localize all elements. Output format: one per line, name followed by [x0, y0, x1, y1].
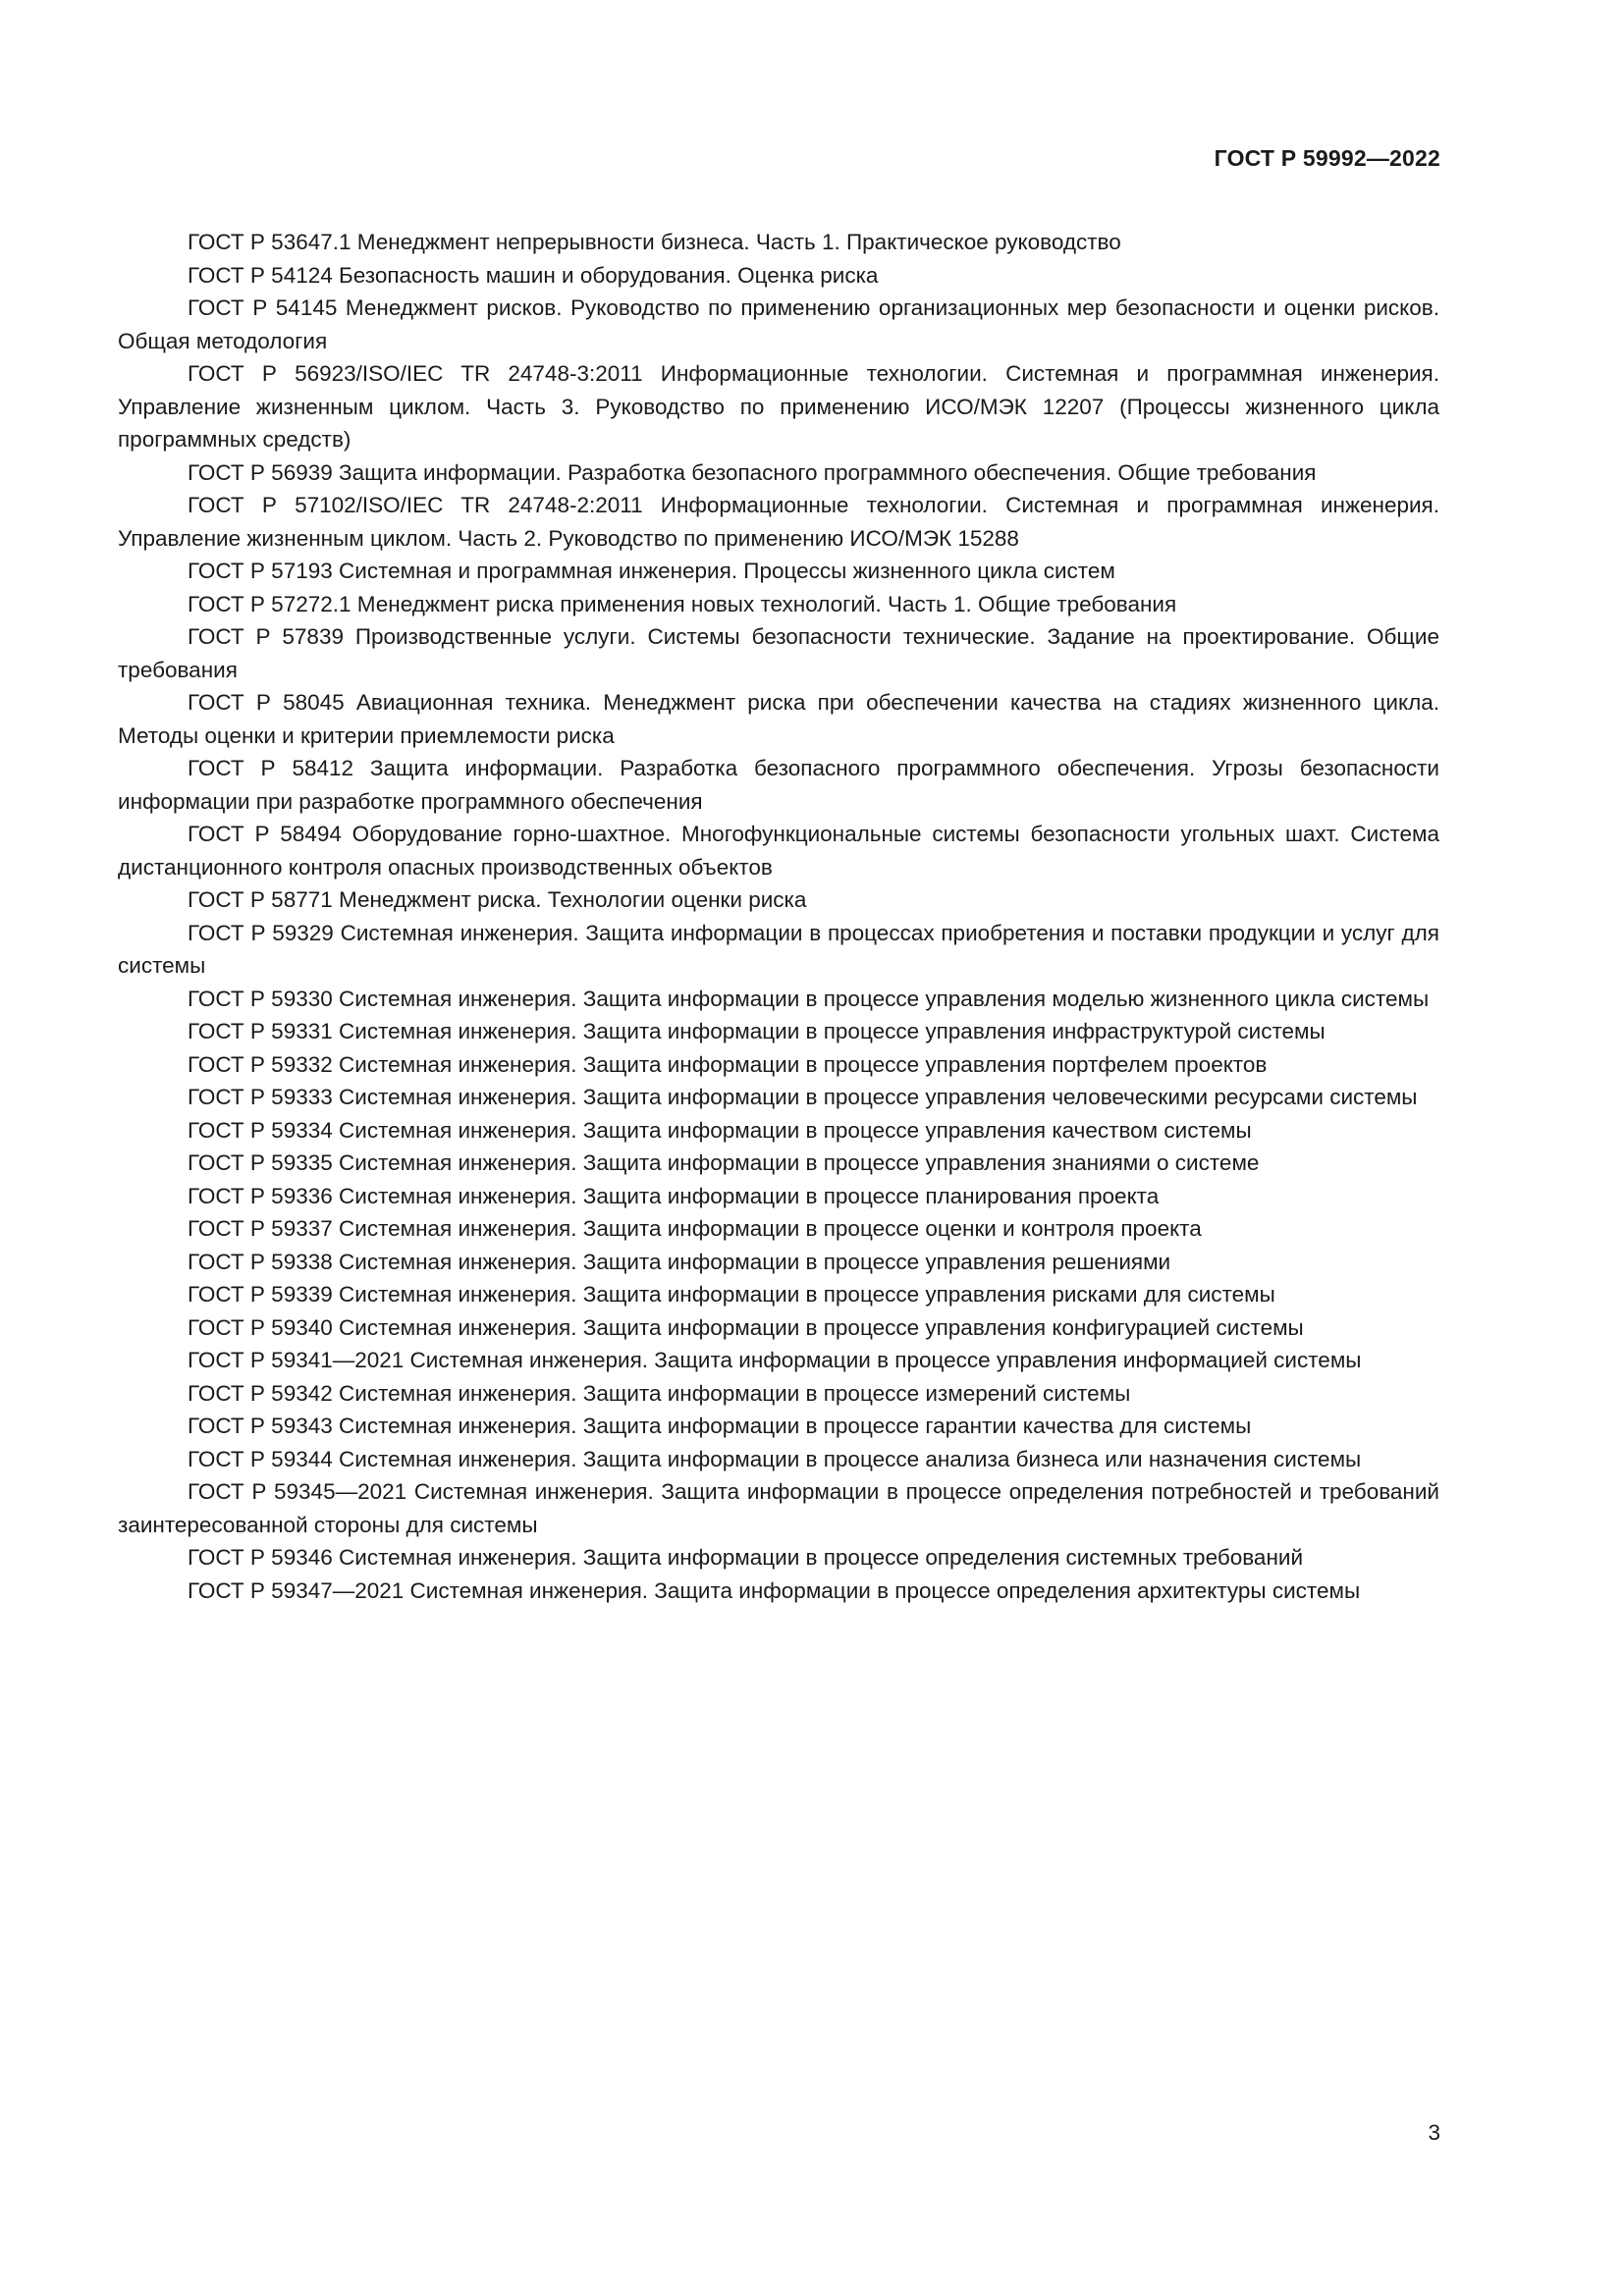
reference-item: ГОСТ Р 59346 Системная инженерия. Защита информации в процессе определения системных требований	[188, 1545, 1304, 1570]
reference-item: ГОСТ Р 59341—2021 Системная инженерия. Защита информации в процессе управления информацией системы	[188, 1348, 1362, 1372]
reference-item: ГОСТ Р 58771 Менеджмент риска. Технологии оценки риска	[188, 887, 807, 912]
reference-item: ГОСТ Р 59338 Системная инженерия. Защита информации в процессе управления решениями	[188, 1249, 1171, 1274]
reference-item: ГОСТ Р 59345—2021 Системная инженерия. Защита информации в процессе определения потребностей и требований заинтересованной стороны для системы	[118, 1479, 1439, 1537]
reference-item: ГОСТ Р 54124 Безопасность машин и оборудования. Оценка риска	[188, 262, 879, 288]
reference-item: ГОСТ Р 56923/ISO/IEC TR 24748-3:2011 Информационные технологии. Системная и программная инженерия. Управление жизненным циклом. Часть 3. Руководство по применению ИСО/МЭК 12207 (Процессы жизненного цикла программных средств)	[118, 361, 1439, 452]
reference-item: ГОСТ Р 59342 Системная инженерия. Защита информации в процессе измерений системы	[188, 1380, 1131, 1406]
reference-item: ГОСТ Р 59347—2021 Системная инженерия. Защита информации в процессе определения архитектуры системы	[188, 1577, 1361, 1603]
reference-item: ГОСТ Р 59344 Системная инженерия. Защита информации в процессе анализа бизнеса или назначения системы	[188, 1446, 1362, 1471]
reference-item: ГОСТ Р 59332 Системная инженерия. Защита информации в процессе управления портфелем проектов	[188, 1051, 1268, 1077]
reference-item: ГОСТ Р 53647.1 Менеджмент непрерывности бизнеса. Часть 1. Практическое руководство	[188, 230, 1121, 254]
reference-item: ГОСТ Р 57272.1 Менеджмент риска применения новых технологий. Часть 1. Общие требования	[188, 591, 1177, 616]
reference-item: ГОСТ Р 56939 Защита информации. Разработка безопасного программного обеспечения. Общие требования	[188, 459, 1317, 485]
reference-item: ГОСТ Р 58412 Защита информации. Разработка безопасного программного обеспечения. Угрозы безопасности информации при разработке программного обеспечения	[118, 756, 1439, 814]
reference-item: ГОСТ Р 57102/ISO/IEC TR 24748-2:2011 Информационные технологии. Системная и программная инженерия. Управление жизненным циклом. Часть 2. Руководство по применению ИСО/МЭК 15288	[118, 493, 1439, 551]
reference-item: ГОСТ Р 59329 Системная инженерия. Защита информации в процессах приобретения и поставки продукции и услуг для системы	[118, 920, 1439, 978]
reference-item: ГОСТ Р 59343 Системная инженерия. Защита информации в процессе гарантии качества для системы	[188, 1414, 1252, 1438]
reference-item: ГОСТ Р 59337 Системная инженерия. Защита информации в процессе оценки и контроля проекта	[188, 1216, 1202, 1241]
normative-references-list	[118, 226, 1439, 1607]
reference-item: ГОСТ Р 59340 Системная инженерия. Защита информации в процессе управления конфигурацией системы	[188, 1314, 1304, 1340]
reference-item: ГОСТ Р 59336 Системная инженерия. Защита информации в процессе планирования проекта	[188, 1183, 1160, 1208]
reference-item: ГОСТ Р 58045 Авиационная техника. Менеджмент риска при обеспечении качества на стадиях жизненного цикла. Методы оценки и критерии приемлемости риска	[118, 690, 1439, 748]
reference-item: ГОСТ Р 58494 Оборудование горно-шахтное. Многофункциональные системы безопасности угольных шахт. Система дистанционного контроля опасных производственных объектов	[118, 822, 1439, 880]
reference-item: ГОСТ Р 59335 Системная инженерия. Защита информации в процессе управления знаниями о системе	[188, 1150, 1260, 1175]
reference-item: ГОСТ Р 59333 Системная инженерия. Защита информации в процессе управления человеческими ресурсами системы	[188, 1085, 1418, 1109]
reference-item: ГОСТ Р 59331 Системная инженерия. Защита информации в процессе управления инфраструктурой системы	[188, 1019, 1326, 1043]
standard-designation: ГОСТ Р 59992—2022	[1214, 145, 1440, 171]
reference-item: ГОСТ Р 54145 Менеджмент рисков. Руководство по применению организационных мер безопасности и оценки рисков. Общая методология	[118, 295, 1439, 353]
reference-item: ГОСТ Р 59334 Системная инженерия. Защита информации в процессе управления качеством системы	[188, 1117, 1252, 1143]
reference-item: ГОСТ Р 57839 Производственные услуги. Системы безопасности технические. Задание на проектирование. Общие требования	[118, 624, 1439, 682]
reference-item: ГОСТ Р 57193 Системная и программная инженерия. Процессы жизненного цикла систем	[188, 559, 1115, 583]
reference-item: ГОСТ Р 59339 Системная инженерия. Защита информации в процессе управления рисками для системы	[188, 1282, 1275, 1307]
reference-item: ГОСТ Р 59330 Системная инженерия. Защита информации в процессе управления моделью жизненного цикла системы	[188, 986, 1430, 1011]
page-number: 3	[1428, 2120, 1440, 2145]
